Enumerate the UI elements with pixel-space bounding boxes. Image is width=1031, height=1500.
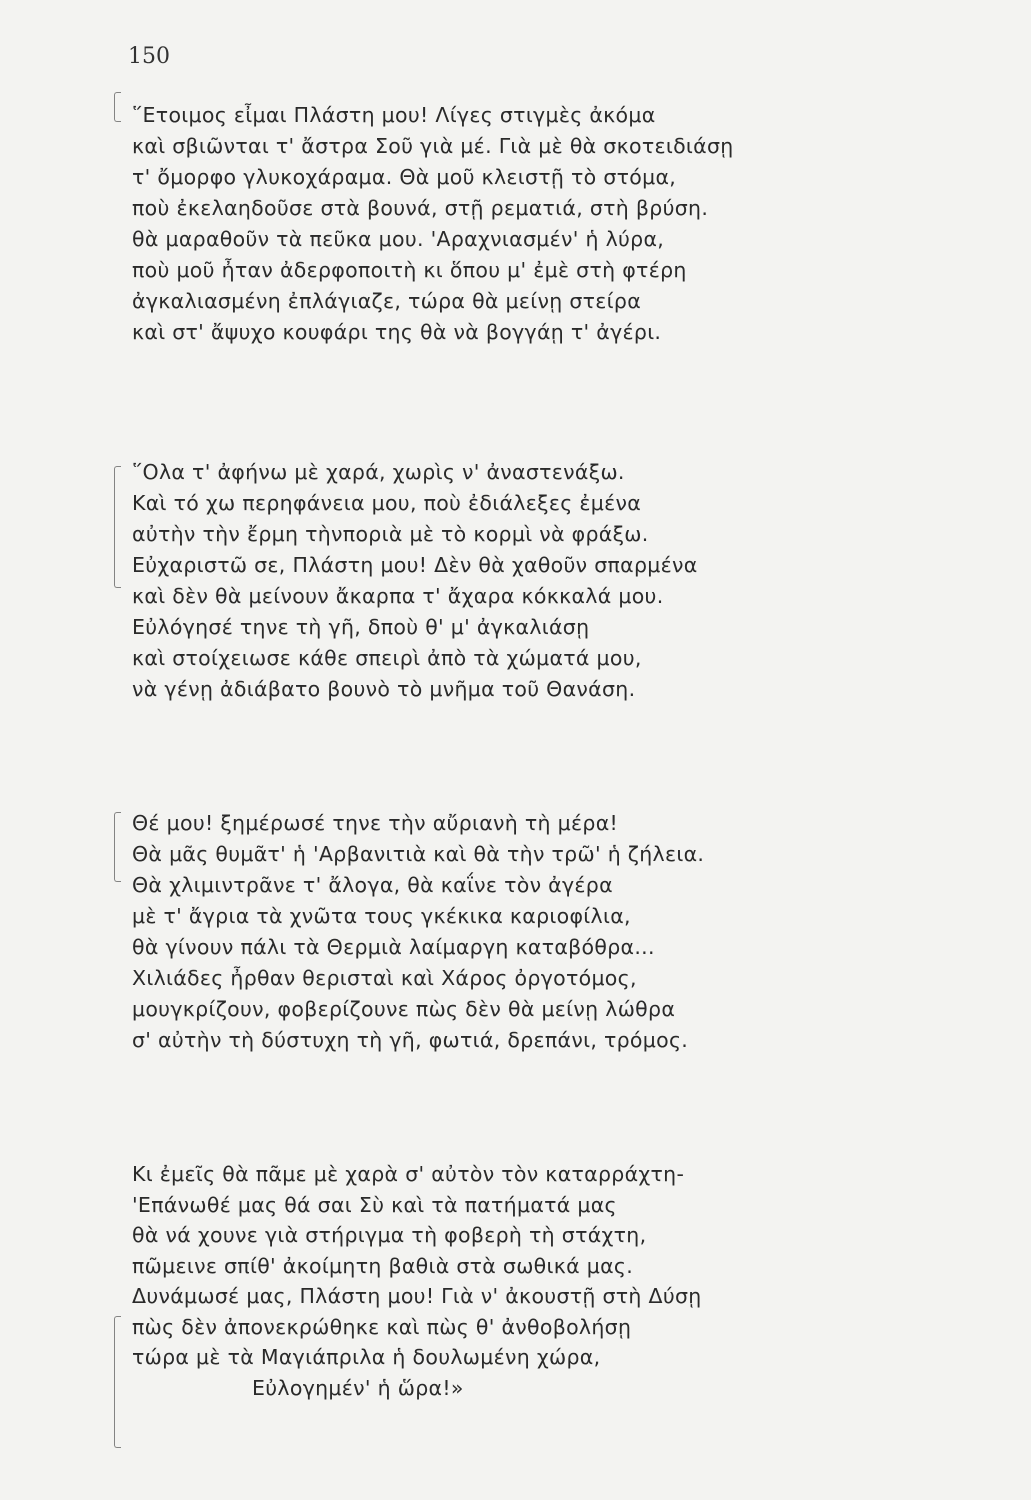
verse-line: πῶμεινε σπίθ' ἀκοίμητη βαθιὰ στὰ σωθικά μας. [132, 1253, 634, 1278]
stanza-2 [132, 457, 972, 705]
verse-line: ποὺ μοῦ ἦταν ἀδερφοποιτὴ κι ὅπου μ' ἐμὲ στὴ φτέρη [132, 258, 687, 282]
verse-line: τώρα μὲ τὰ Μαγιάπριλα ἡ δουλωμένη χώρα, [132, 1345, 601, 1369]
verse-line: Θὰ χλιμιντρᾶνε τ' ἄλογα, θὰ καΐνε τὸν ἀγέρα [132, 873, 613, 897]
verse-line: Θὰ μᾶς θυμᾶτ' ἡ 'Αρβανιτιὰ καὶ θὰ τὴν τρῶ' ἡ ζήλεια. [132, 842, 705, 866]
verse-line: Θέ μου! ξημέρωσέ τηνε τὴν αὔριανὴ τὴ μέρα! [132, 811, 619, 835]
verse-line: μουγκρίζουν, φοβερίζουνε πὼς δὲν θὰ μείνῃ λώθρα [132, 997, 676, 1021]
verse-line: καὶ σβιῶνται τ' ἄστρα Σοῦ γιὰ μέ. Γιὰ μὲ θὰ σκοτειδιάσῃ [132, 134, 734, 158]
margin-bracket [114, 466, 121, 588]
verse-line: 'Επάνωθέ μας θά σαι Σὺ καὶ τὰ πατήματά μας [132, 1192, 617, 1217]
verse-line: τ' ὄμορφο γλυκοχάραμα. Θὰ μοῦ κλειστῇ τὸ στόμα, [132, 165, 677, 189]
verse-line: Εὐλόγησέ τηνε τὴ γῆ, δποὺ θ' μ' ἀγκαλιάσῃ [132, 615, 590, 639]
verse-line: πὼς δὲν ἀπονεκρώθηκε καὶ πὼς θ' ἀνθοβολήσῃ [132, 1314, 632, 1339]
verse-line: αὐτὴν τὴν ἔρμη τὴνποριὰ μὲ τὸ κορμὶ νὰ φράξω. [132, 522, 649, 546]
verse-line: Δυνάμωσέ μας, Πλάστη μου! Γιὰ ν' ἀκουστῇ στὴ Δύσῃ [132, 1284, 702, 1308]
verse-line: καὶ δὲν θὰ μείνουν ἄκαρπα τ' ἄχαρα κόκκαλά μου. [132, 584, 664, 608]
verse-line: ἀγκαλιασμένη ἐπλάγιαζε, τώρα θὰ μείνῃ στείρα [132, 289, 642, 313]
verse-line: Καὶ τό χω περηφάνεια μου, ποὺ ἐδιάλεξες ἐμένα [132, 491, 642, 515]
verse-line: ποὺ ἐκελαηδοῦσε στὰ βουνά, στῇ ρεματιά, στὴ βρύση. [132, 196, 709, 220]
stanza-1 [132, 100, 972, 348]
verse-line: καὶ στ' ἄψυχο κουφάρι της θὰ νὰ βογγάῃ τ' ἀγέρι. [132, 320, 662, 344]
verse-line-closing: Εὐλογημέν' ἡ ὥρα!» [252, 1375, 464, 1400]
verse-line: ῞Ολα τ' ἀφήνω μὲ χαρά, χωρὶς ν' ἀναστενάξω. [132, 460, 625, 484]
margin-bracket [114, 92, 121, 122]
stanza-4 [132, 1159, 972, 1403]
verse-line: ῞Ετοιμος εἶμαι Πλάστη μου! Λίγες στιγμὲς ἀκόμα [132, 103, 656, 127]
verse-line: Χιλιάδες ἦρθαν θερισταὶ καὶ Χάρος ὀργοτόμος, [132, 966, 637, 990]
verse-line: σ' αὐτὴν τὴ δύστυχη τὴ γῆ, φωτιά, δρεπάνι, τρόμος. [132, 1028, 689, 1052]
verse-line: Εὐχαριστῶ σε, Πλάστη μου! Δὲν θὰ χαθοῦν σπαρμένα [132, 553, 698, 577]
verse-line: θὰ γίνουν πάλι τὰ Θερμιὰ λαίμαργη καταβόθρα... [132, 935, 655, 959]
stanza-3 [132, 808, 972, 1056]
verse-line: νὰ γένῃ ἀδιάβατο βουνὸ τὸ μνῆμα τοῦ Θανάση. [132, 677, 636, 701]
page-number: 150 [128, 44, 170, 69]
margin-bracket [114, 1316, 121, 1448]
verse-line: θὰ μαραθοῦν τὰ πεῦκα μου. 'Αραχνιασμέν' ἡ λύρα, [132, 227, 665, 251]
verse-line: μὲ τ' ἄγρια τὰ χνῶτα τους γκέκικα καριοφίλια, [132, 904, 631, 928]
verse-line: Κι ἐμεῖς θὰ πᾶμε μὲ χαρὰ σ' αὐτὸν τὸν καταρράχτη- [132, 1162, 685, 1186]
verse-line: θὰ νά χουνε γιὰ στήριγμα τὴ φοβερὴ τὴ στάχτη, [132, 1223, 647, 1247]
margin-bracket [114, 812, 121, 882]
verse-line: καὶ στοίχειωσε κάθε σπειρὶ ἀπὸ τὰ χώματά μου, [132, 646, 642, 670]
